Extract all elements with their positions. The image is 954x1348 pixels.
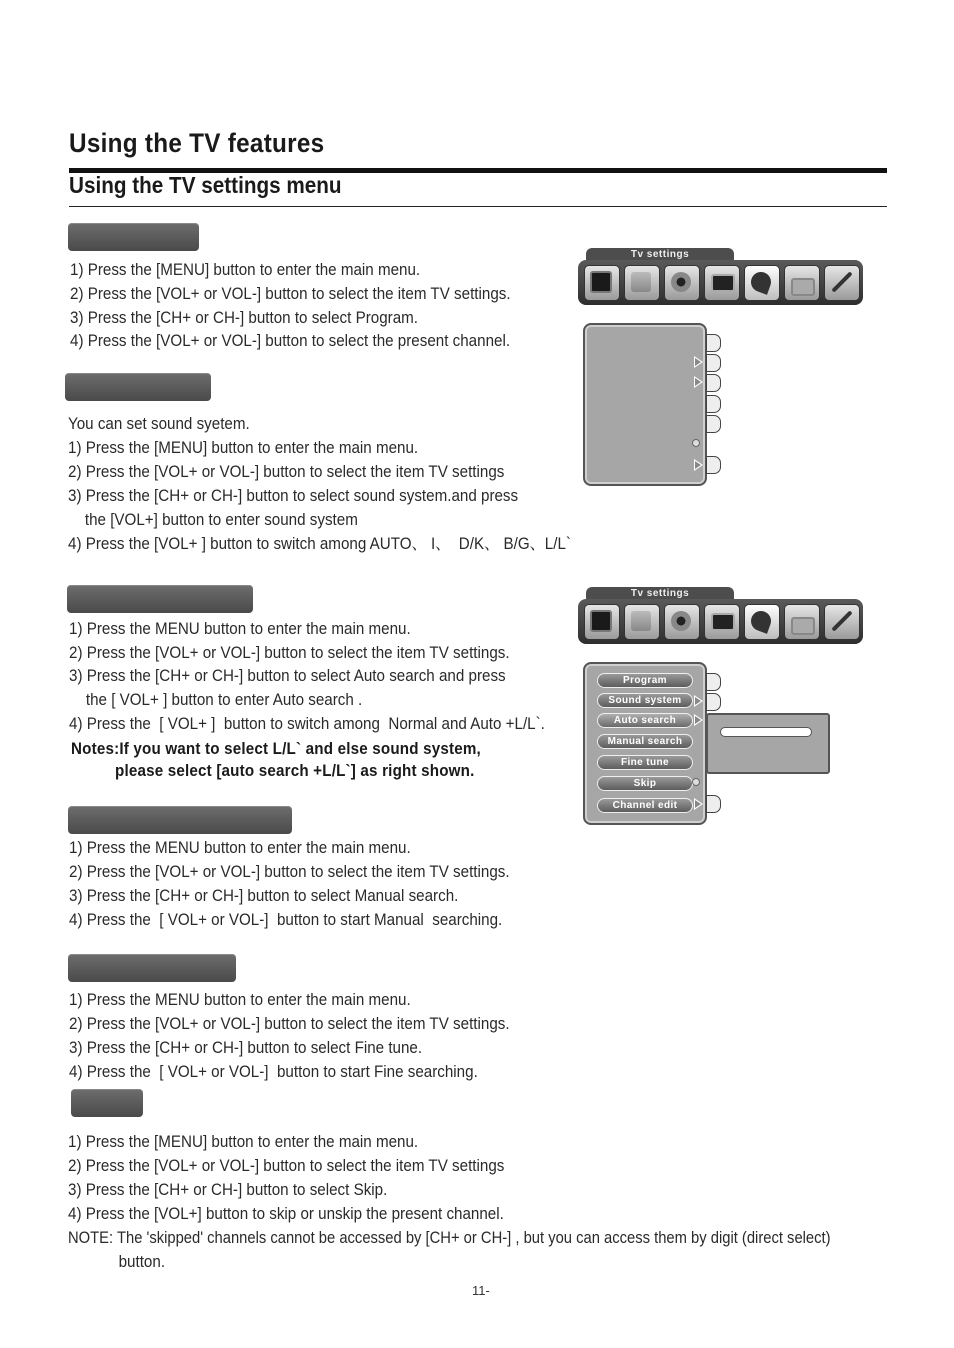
skip-line-1: 1) Press the [MENU] button to enter the main menu. xyxy=(68,1133,419,1151)
manual-line-3: 3) Press the [CH+ or CH-] button to select Manual search. xyxy=(69,887,459,905)
page-number: 11- xyxy=(472,1283,490,1298)
speaker-icon[interactable] xyxy=(664,265,700,301)
screen-icon[interactable] xyxy=(704,604,740,640)
tv-settings-menu-bar-2 xyxy=(578,587,863,644)
section-title: Using the TV settings menu xyxy=(69,172,342,198)
satellite-dish-icon[interactable] xyxy=(744,265,780,301)
sound-line-4: 3) Press the [CH+ or CH-] button to select sound system.and press xyxy=(68,487,519,505)
panel-tab-2 xyxy=(706,354,721,372)
skip-note: NOTE: The 'skipped' channels cannot be accessed by [CH+ or CH-] , but you can access them by digit (direct select) xyxy=(68,1229,831,1247)
screen-icon[interactable] xyxy=(704,265,740,301)
tools-icon[interactable] xyxy=(824,604,860,640)
sound-line-3: 2) Press the [VOL+ or VOL-] button to select the item TV settings xyxy=(68,463,505,481)
tv-settings-menu-bar-1 xyxy=(578,248,863,305)
skip-note-cont: button. xyxy=(68,1253,166,1271)
picture-icon[interactable] xyxy=(624,265,660,301)
panel-tab-4 xyxy=(706,395,721,413)
submenu-arrow-icon xyxy=(694,376,703,388)
lock-icon[interactable] xyxy=(784,604,820,640)
panel-tab-2 xyxy=(706,693,721,711)
tv-icon[interactable] xyxy=(584,265,620,301)
manual-line-4: 4) Press the [ VOL+ or VOL-] button to start Manual searching. xyxy=(69,911,503,929)
submenu-arrow-icon xyxy=(694,798,703,810)
menu-item-sound-system[interactable]: Sound system xyxy=(597,693,693,708)
fine-line-4: 4) Press the [ VOL+ or VOL-] button to start Fine searching. xyxy=(69,1063,478,1081)
indicator-dot-icon xyxy=(692,439,700,447)
lock-icon[interactable] xyxy=(784,265,820,301)
program-line-2: 2) Press the [VOL+ or VOL-] button to select the item TV settings. xyxy=(70,285,511,303)
fine-line-3: 3) Press the [CH+ or CH-] button to select Fine tune. xyxy=(69,1039,423,1057)
panel-tab-6 xyxy=(706,456,721,474)
menu-item-auto-search[interactable]: Auto search xyxy=(597,713,693,728)
submenu-arrow-icon xyxy=(694,356,703,368)
subtitle-rule xyxy=(69,206,887,207)
submenu-arrow-icon xyxy=(694,459,703,471)
panel-tab-1 xyxy=(706,673,721,691)
manual-line-2: 2) Press the [VOL+ or VOL-] button to select the item TV settings. xyxy=(69,863,510,881)
program-line-4: 4) Press the [VOL+ or VOL-] button to select the present channel. xyxy=(70,332,511,350)
panel-tab-5 xyxy=(706,415,721,433)
speaker-icon[interactable] xyxy=(664,604,700,640)
section-label-manual-search xyxy=(68,806,292,834)
picture-icon[interactable] xyxy=(624,604,660,640)
auto-note-1: Notes:If you want to select L/L` and else sound system, xyxy=(71,740,481,758)
sound-line-1: You can set sound syetem. xyxy=(68,415,250,433)
menu-tab-label: Tv settings xyxy=(586,248,734,262)
auto-line-2: 2) Press the [VOL+ or VOL-] button to select the item TV settings. xyxy=(69,644,510,662)
skip-line-2: 2) Press the [VOL+ or VOL-] button to select the item TV settings xyxy=(68,1157,505,1175)
auto-line-5: 4) Press the [ VOL+ ] button to switch among Normal and Auto +L/L`. xyxy=(69,715,545,733)
menu-tab-label: Tv settings xyxy=(586,587,734,601)
section-label-skip xyxy=(71,1089,143,1117)
auto-search-submenu xyxy=(706,713,830,774)
program-line-1: 1) Press the [MENU] button to enter the main menu. xyxy=(70,261,421,279)
sound-line-6: 4) Press the [VOL+ ] button to switch among AUTO、 I、 D/K、 B/G、L/L` xyxy=(68,535,571,553)
menu-item-program[interactable]: Program xyxy=(597,673,693,688)
section-label-fine-tune xyxy=(68,954,236,982)
menu-item-channel-edit[interactable]: Channel edit xyxy=(597,798,693,813)
panel-tab-3 xyxy=(706,795,721,813)
submenu-arrow-icon xyxy=(694,695,703,707)
auto-line-3: 3) Press the [CH+ or CH-] button to select Auto search and press xyxy=(69,667,506,685)
submenu-arrow-icon xyxy=(694,714,703,726)
page-title: Using the TV features xyxy=(69,128,325,158)
sound-line-5: the [VOL+] button to enter sound system xyxy=(68,511,358,529)
menu-item-skip[interactable]: Skip xyxy=(597,776,693,791)
fine-line-1: 1) Press the MENU button to enter the main menu. xyxy=(69,991,411,1009)
tv-settings-menu-panel xyxy=(583,662,707,825)
auto-note-2: please select [auto search +L/L`] as right shown. xyxy=(115,762,475,780)
tools-icon[interactable] xyxy=(824,265,860,301)
satellite-dish-icon[interactable] xyxy=(744,604,780,640)
tv-settings-menu-panel-empty xyxy=(583,323,707,486)
section-label-program xyxy=(68,223,199,251)
auto-line-1: 1) Press the MENU button to enter the main menu. xyxy=(69,620,411,638)
skip-line-4: 4) Press the [VOL+] button to skip or unskip the present channel. xyxy=(68,1205,504,1223)
skip-line-3: 3) Press the [CH+ or CH-] button to select Skip. xyxy=(68,1181,388,1199)
panel-tab-3 xyxy=(706,374,721,392)
tv-icon[interactable] xyxy=(584,604,620,640)
menu-item-fine-tune[interactable]: Fine tune xyxy=(597,755,693,770)
sound-line-2: 1) Press the [MENU] button to enter the main menu. xyxy=(68,439,419,457)
section-label-auto-search xyxy=(67,585,253,613)
section-label-sound-system xyxy=(65,373,211,401)
panel-tab-1 xyxy=(706,334,721,352)
indicator-dot-icon xyxy=(692,778,700,786)
auto-line-4: the [ VOL+ ] button to enter Auto search . xyxy=(69,691,363,709)
manual-line-1: 1) Press the MENU button to enter the main menu. xyxy=(69,839,411,857)
menu-item-manual-search[interactable]: Manual search xyxy=(597,734,693,749)
program-line-3: 3) Press the [CH+ or CH-] button to select Program. xyxy=(70,309,419,327)
fine-line-2: 2) Press the [VOL+ or VOL-] button to select the item TV settings. xyxy=(69,1015,510,1033)
auto-search-option-bar[interactable] xyxy=(720,727,812,737)
